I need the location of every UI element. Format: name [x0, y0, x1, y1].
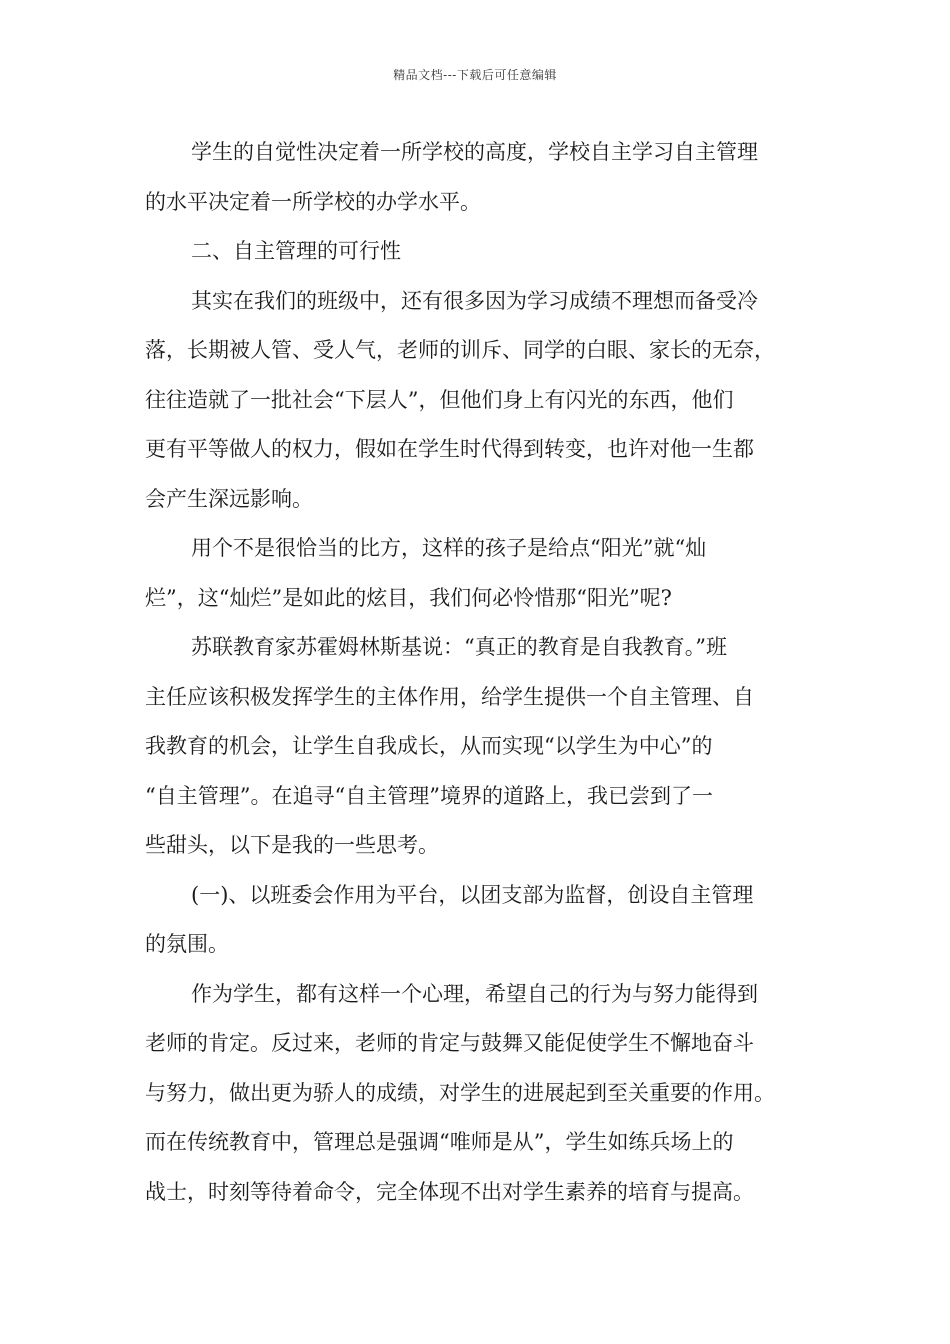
paragraph-line: 落，长期被人管、受人气，老师的训斥、同学的白眼、家长的无奈，	[145, 338, 775, 362]
paragraph-line: 与努力，做出更为骄人的成绩，对学生的进展起到至关重要的作用。	[145, 1080, 775, 1105]
paragraph-line: 用个不是很恰当的比方，这样的孩子是给点“阳光”就“灿	[191, 536, 707, 560]
paragraph-line: 烂”，这“灿烂”是如此的炫目，我们何必怜惜那“阳光”呢?	[145, 585, 672, 610]
paragraph-line: 而在传统教育中，管理总是强调“唯师是从”，学生如练兵场上的	[145, 1130, 734, 1154]
paragraph-line: 其实在我们的班级中，还有很多因为学习成绩不理想而备受冷	[191, 288, 758, 313]
page-header: 精品文档---下载后可任意编辑	[393, 68, 557, 82]
subsection-heading: (一)、以班委会作用为平台，以团支部为监督，创设自主管理	[191, 882, 754, 907]
paragraph-line: 我教育的机会，让学生自我成长，从而实现“以学生为中心”的	[145, 734, 713, 758]
paragraph-line: 老师的肯定。反过来，老师的肯定与鼓舞又能促使学生不懈地奋斗	[145, 1031, 754, 1055]
paragraph-line: 苏联教育家苏霍姆林斯基说：“真正的教育是自我教育。”班	[191, 635, 727, 659]
subsection-heading-continued: 的氛围。	[145, 932, 229, 956]
paragraph-line: 会产生深远影响。	[145, 486, 313, 511]
paragraph-line: 些甜头，以下是我的一些思考。	[145, 833, 439, 857]
paragraph-line: 往往造就了一批社会“下层人”，但他们身上有闪光的东西，他们	[145, 387, 734, 412]
paragraph-line: 战士，时刻等待着命令，完全体现不出对学生素养的培育与提高。	[145, 1179, 754, 1204]
paragraph-line: 作为学生，都有这样一个心理，希望自己的行为与努力能得到	[191, 981, 758, 1006]
document-body	[145, 128, 815, 1217]
paragraph-line: 的水平决定着一所学校的办学水平。	[145, 189, 481, 214]
paragraph-line: “自主管理”。在追寻“自主管理”境界的道路上，我已尝到了一	[145, 783, 713, 808]
section-heading: 二、自主管理的可行性	[191, 239, 401, 263]
paragraph-line: 主任应该积极发挥学生的主体作用，给学生提供一个自主管理、自	[145, 684, 754, 709]
paragraph-line: 学生的自觉性决定着一所学校的高度，学校自主学习自主管理	[191, 140, 758, 164]
paragraph-line: 更有平等做人的权力，假如在学生时代得到转变，也许对他一生都	[145, 437, 754, 461]
